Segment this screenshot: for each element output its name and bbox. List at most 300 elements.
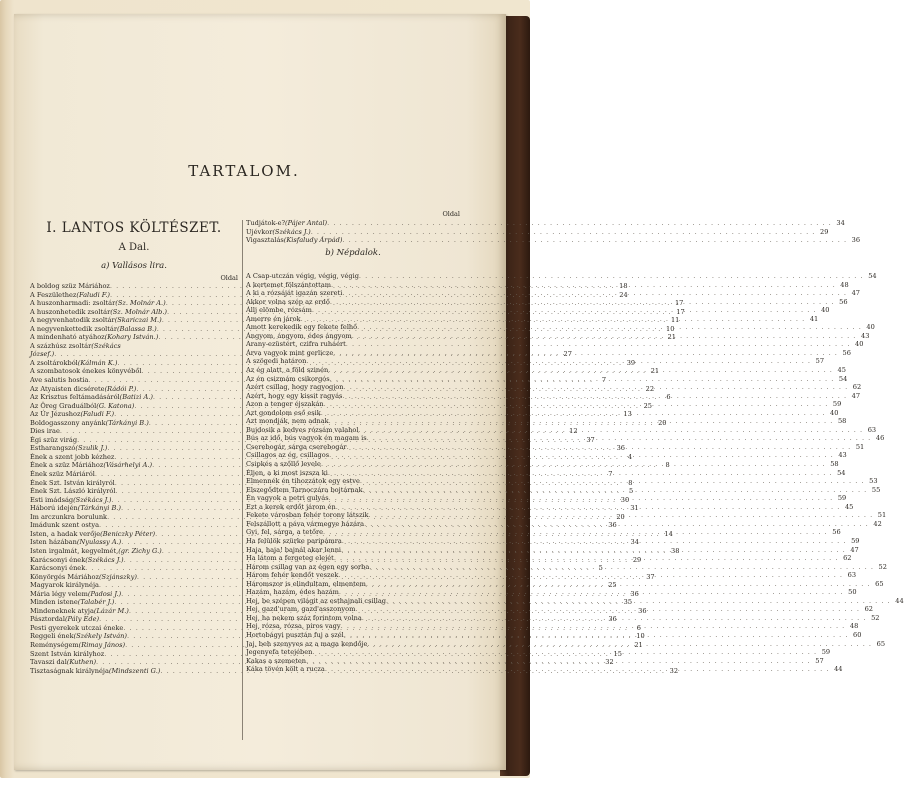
section-main-heading: I. LANTOS KÖLTÉSZET.: [46, 220, 222, 236]
toc-entry: [246, 562, 887, 572]
toc-entry: [246, 460, 839, 469]
toc-entry-page: 30: [620, 495, 630, 504]
toc-leader-dots: [324, 400, 829, 409]
toc-entry-title: A szombatosok énekes könyvéből: [30, 367, 142, 376]
toc-entry-title: Hortobágyi pusztán fuj a szél: [246, 630, 344, 639]
toc-entry-title: Kakas a szemeten: [246, 656, 307, 665]
toc-entry-title: A negyvenkettedik zsoltár: [30, 324, 118, 333]
toc-entry-title: Isten irgalmát, kegyelmét,: [30, 546, 119, 555]
toc-entry-title: Hej, gazd'uram, gazd'asszonyom: [246, 605, 356, 614]
toc-entry-page: 5: [628, 487, 634, 496]
toc-entry-title: A boldog szüz Máriához: [30, 282, 110, 290]
toc-entry-title: Tudjátok-e?: [246, 219, 286, 227]
toc-entry-title: Estharangszó: [30, 444, 76, 453]
toc-entry-title: Ének szüz Máriáról: [30, 470, 95, 479]
toc-entry-title: Három csillag van az égen egy sorba: [246, 562, 370, 571]
left-column-header: [30, 210, 238, 283]
toc-entry-page: 11: [670, 316, 680, 325]
toc-entry-title: Azon a tenger éjszakán: [246, 400, 324, 409]
toc-entry-title: Ave salutis hostia: [30, 376, 89, 385]
toc-entry-title: Háború idején: [30, 504, 78, 513]
toc-entry: [246, 468, 846, 478]
toc-entry-title: Amott kerekedik egy fekete felhő: [246, 323, 358, 332]
toc-leader-dots: [301, 315, 806, 324]
toc-leader-dots: [369, 511, 874, 520]
toc-entry-title: Karácsonyi ének: [30, 555, 86, 564]
toc-entry-title: Akkor volna szép az erdő: [246, 297, 330, 306]
toc-entry-title: Magyarok királynéja: [30, 581, 99, 590]
toc-entry-page: 17: [676, 307, 685, 316]
toc-entry-title: Hazám, hazám, édes hazám: [246, 588, 339, 597]
toc-entry-title: Jaj, beh szenyves az a maga kendője: [246, 639, 368, 648]
toc-entry-title: Cserebogár, sárga cserebogár: [246, 442, 347, 451]
toc-entry-title: Isten házában: [30, 538, 77, 547]
toc-entry-author: (Kálmán K.): [77, 358, 118, 367]
toc-entry-page: 58: [837, 417, 847, 426]
right-top-entry-list: [246, 219, 861, 245]
toc-entry-page: 65: [875, 579, 884, 588]
toc-entry-page: 21: [634, 640, 643, 649]
toc-entry-title: Ének Szt. István királyról: [30, 478, 115, 487]
toc-entry-author: (Faludi F.): [80, 410, 115, 419]
toc-leader-dots: [306, 657, 811, 666]
toc-entry-page: 21: [667, 333, 676, 342]
toc-entry-title: Gyi, fel, sárga, a tetőre: [246, 528, 324, 537]
toc-entry: [246, 272, 877, 281]
toc-leader-dots: [339, 588, 844, 597]
toc-entry-title: Im arczunkra borulunk: [30, 512, 108, 521]
toc-entry-page: 63: [847, 571, 857, 580]
toc-entry-page: 65: [876, 639, 886, 648]
toc-entry-page: 48: [840, 280, 849, 289]
toc-entry-page: 36: [630, 589, 639, 598]
toc-entry-page: 15: [613, 649, 622, 658]
left-page-label: Oldal: [220, 274, 238, 282]
toc-entry-page: 59: [832, 400, 842, 409]
toc-entry: [246, 227, 829, 237]
toc-entry-author: (Beniczky Péter): [100, 529, 156, 538]
toc-leader-dots: [333, 349, 838, 358]
toc-entry-title: Azt mondják, nem adnak: [246, 417, 329, 426]
toc-entry-page: 62: [864, 605, 873, 614]
toc-leader-dots: [330, 298, 835, 307]
toc-entry-title: Pesti gyerekek utczai éneke: [30, 623, 124, 632]
toc-entry-page: 20: [616, 512, 625, 521]
toc-entry-author: (Faludi F.): [76, 290, 111, 299]
toc-entry-title: A szögedi határon: [246, 357, 307, 366]
toc-entry-page: 57: [815, 357, 825, 366]
toc-entry-page: 54: [868, 272, 877, 280]
toc-leader-dots: [312, 306, 817, 315]
toc-entry-title: Elszegődtem Tarnoczára bojtárnak: [246, 485, 363, 494]
toc-entry-title: Bús az idő, bús vagyok én magam is: [246, 434, 367, 443]
toc-entry-page: 45: [837, 366, 846, 375]
toc-entry-author: (Nyulassy A.): [76, 538, 122, 547]
toc-leader-dots: [367, 640, 872, 649]
left-subsection-heading: a) Vallásos lira.: [101, 261, 167, 271]
toc-entry-author: (Padosi J.): [87, 589, 122, 598]
toc-entry-author: (Székács J.): [272, 227, 311, 236]
toc-entry-page: 39: [626, 358, 636, 367]
toc-entry-title: Az Öreg Graduálból: [30, 401, 97, 410]
toc-entry-title: Ezt a kerek erdőt járom én: [246, 502, 336, 511]
toc-entry-author: (Vásárhelyi A.): [103, 461, 153, 470]
toc-entry-page: 18: [619, 282, 628, 290]
section-sub-heading: A Dal.: [118, 242, 150, 253]
toc-leader-dots: [358, 426, 863, 435]
toc-entry-page: 34: [630, 538, 639, 547]
toc-entry-page: 40: [830, 408, 839, 417]
toc-entry-page: 10: [636, 632, 645, 641]
toc-entry-page: 43: [838, 451, 847, 460]
right-subsection-heading: b) Népdalok.: [325, 247, 381, 258]
toc-entry-page: 4: [627, 452, 633, 461]
toc-entry: [246, 451, 847, 460]
toc-leader-dots: [342, 537, 847, 546]
toc-leader-dots: [331, 281, 836, 290]
toc-entry-page: 31: [630, 504, 639, 513]
toc-entry-page: 8: [628, 478, 633, 487]
toc-entry-title: Ha felülök szürke paripámra: [246, 536, 342, 545]
toc-entry-title: Mindeneknek atyja: [30, 606, 94, 615]
toc-entry-title: A Csap-utczán végig, végig, végig: [246, 272, 359, 280]
toc-entry-title: Mária légy velem: [30, 589, 88, 598]
toc-entry-title: A kertemet fölszántottam: [246, 280, 332, 289]
toc-entry-title: Isten, a hadak verője: [30, 529, 101, 538]
toc-entry-page: 25: [643, 401, 652, 410]
toc-entry-title: A ki a rózsáját igazán szereti: [246, 289, 343, 298]
toc-entry-page: 5: [598, 564, 603, 573]
toc-entry-page: 20: [658, 418, 667, 427]
toc-entry-page: 29: [632, 555, 642, 564]
toc-entry-page: 22: [645, 384, 655, 393]
toc-entry-title: Én vagyok a petri gulyás: [246, 494, 329, 503]
toc-entry-title: Reggeli ének: [30, 632, 74, 641]
toc-entry-author: (Tárkányi B.): [105, 418, 149, 427]
toc-leader-dots: [367, 434, 872, 443]
toc-entry-page: 51: [855, 442, 865, 451]
toc-entry-page: 51: [877, 511, 887, 520]
toc-entry-title: Éljen, a ki most iszsza ki: [246, 468, 328, 477]
toc-entry-page: 45: [844, 502, 854, 511]
toc-entry-author: (Székács: [91, 341, 121, 350]
toc-entry-page: 53: [869, 477, 878, 486]
toc-entry-page: 17: [674, 299, 684, 308]
toc-entry-author: (Lázár M.): [93, 606, 129, 615]
toc-entry-title: A zsoltárokból: [30, 358, 78, 367]
toc-entry-title: Égi szüz virág: [30, 435, 78, 444]
toc-entry-author: (Kuthen): [66, 658, 97, 667]
toc-leader-dots: [338, 571, 843, 580]
toc-leader-dots: [363, 486, 868, 495]
toc-entry-title: Elmennék én tihozzátok egy estve: [246, 477, 360, 486]
toc-entry-page: 37: [646, 572, 655, 581]
toc-leader-dots: [369, 563, 874, 572]
toc-entry-title: Felszállott a páva vármegye házára: [246, 519, 365, 528]
toc-entry-title: Azért csillag, hogy ragyogjon: [246, 383, 344, 392]
toc-entry-title: Az Krisztus feltámadásáról: [30, 393, 120, 402]
toc-entry-page: 36: [638, 606, 647, 615]
toc-entry-title: Állj elömbe, rózsám: [246, 306, 312, 315]
toc-leader-dots: [360, 477, 865, 486]
toc-entry-title: Esti imádság: [30, 495, 74, 504]
toc-entry-title: Reménységem: [30, 640, 79, 649]
toc-entry-page: 52: [878, 562, 887, 571]
toc-leader-dots: [330, 375, 835, 384]
toc-entry-author: (Székely István): [73, 632, 127, 641]
toc-entry-page: 59: [837, 494, 847, 503]
toc-entry-title: A huszonhetedik zsoltár: [30, 307, 111, 316]
toc-entry-page: 46: [875, 434, 885, 443]
toc-leader-dots: [344, 383, 849, 392]
toc-entry-title: Azt gondolom eső esik: [246, 408, 321, 417]
toc-entry-page: 58: [830, 460, 839, 469]
toc-leader-dots: [312, 648, 817, 657]
toc-entry-title: Hej, be szépen világit az esthajnali csillag: [246, 596, 386, 605]
toc-leader-dots: [342, 236, 847, 245]
toc-entry-title: Ha látom a fergeteg elejét: [246, 554, 334, 563]
toc-entry-page: 44: [895, 596, 904, 605]
toc-entry-page: 40: [855, 340, 864, 349]
toc-entry-page: 36: [608, 521, 617, 530]
toc-entry-title: Csipkés a szőllő levele: [246, 460, 321, 469]
toc-entry-title: Könyörgés Máriához: [30, 572, 99, 581]
toc-leader-dots: [306, 357, 811, 366]
toc-leader-dots: [329, 417, 834, 426]
toc-leader-dots: [341, 622, 846, 631]
toc-entry-page: 24: [619, 290, 628, 299]
toc-entry-page: 50: [848, 588, 857, 597]
toc-entry-page: 7: [601, 376, 607, 385]
toc-entry-title: A huszonharmadi: zsoltár: [30, 299, 116, 308]
toc-entry-page: 35: [623, 598, 633, 607]
toc-entry-page: 48: [849, 622, 859, 631]
toc-entry-author: (Pály Ede): [64, 615, 100, 624]
toc-entry-title: A negyvenhatodik zsoltár: [30, 316, 115, 325]
toc-entry-page: 54: [838, 374, 848, 383]
toc-entry-author: (G. Katona): [96, 401, 135, 410]
toc-entry-page: 62: [852, 383, 862, 392]
toc-entry-page: 32: [669, 666, 679, 675]
toc-entry-page: 59: [851, 536, 860, 545]
toc-entry-title: Az Atyaisten dicsérete: [30, 384, 105, 393]
toc-entry-page: 43: [861, 331, 870, 340]
toc-entry-page: 57: [815, 656, 824, 665]
toc-entry-title: Az én csizmám csikorgós: [246, 374, 330, 383]
toc-entry-title: Csillagos az ég, csillagos: [246, 451, 330, 460]
toc-entry-title: Az Úr Jézushoz: [30, 410, 81, 419]
toc-entry-title: Három fehér kendőt veszek: [246, 571, 339, 580]
toc-leader-dots: [321, 460, 826, 469]
toc-entry-title: Tisztaságnak királynéja: [30, 666, 109, 675]
right-page-label: Oldal: [442, 210, 460, 218]
toc-leader-dots: [359, 272, 864, 281]
toc-entry-page: 52: [871, 613, 880, 622]
toc-entry-title: Dies irae: [30, 427, 60, 436]
book-page: [14, 14, 904, 770]
toc-entry-title: Háromszor is elindultam, elmentem: [246, 579, 366, 588]
toc-entry-page: 63: [867, 425, 877, 434]
toc-leader-dots: [344, 631, 849, 640]
toc-entry: [246, 236, 861, 245]
toc-entry-page: 25: [608, 581, 617, 590]
toc-entry-author: (Székács J.): [73, 495, 112, 504]
toc-entry-title: Ének Szt. László királyról: [30, 487, 116, 496]
toc-entry-page: 55: [871, 485, 881, 494]
toc-leader-dots: [341, 546, 846, 555]
toc-entry-page: 41: [809, 314, 819, 323]
toc-entry-page: 56: [842, 348, 851, 357]
toc-entry-page: 13: [623, 410, 632, 419]
toc-entry: [30, 342, 238, 351]
toc-entry-page: 59: [821, 648, 831, 657]
toc-entry-title: Az ég alatt, a föld szinén: [246, 366, 329, 375]
toc-leader-dots: [325, 665, 830, 674]
toc-entry-author: (Rádói P.): [104, 384, 137, 393]
toc-entry-page: 60: [853, 630, 862, 639]
toc-entry-page: 6: [636, 623, 641, 632]
toc-leader-dots: [328, 469, 833, 478]
toc-entry-title: Vigasztalás: [246, 236, 284, 245]
toc-entry-page: 56: [839, 297, 848, 306]
toc-entry-page: 54: [837, 468, 846, 477]
toc-entry-title: Tavaszi dal: [30, 658, 67, 667]
toc-entry-page: 47: [850, 545, 859, 554]
toc-entry-title: Szent István királyhoz: [30, 649, 105, 658]
toc-leader-dots: [342, 289, 847, 298]
toc-leader-dots: [366, 580, 871, 589]
toc-entry-page: 47: [851, 391, 861, 400]
toc-entry-page: 8: [665, 461, 670, 470]
toc-entry-page: 34: [836, 219, 845, 227]
toc-entry-author: (Szulik J.): [75, 444, 108, 453]
toc-entry-page: 40: [866, 323, 875, 332]
page-title: TARTALOM.: [188, 162, 300, 180]
toc-entry-page: 42: [873, 519, 882, 528]
toc-entry-page: 36: [608, 615, 617, 624]
toc-leader-dots: [311, 228, 816, 237]
toc-entry-title: Boldogasszony anyánk: [30, 418, 106, 427]
toc-entry-title: Minden istene: [30, 598, 78, 607]
toc-entry-author: (Kohary István.): [104, 333, 159, 342]
right-column-top: [246, 210, 861, 261]
toc-entry-author: (Rimay János): [78, 640, 126, 649]
toc-leader-dots: [386, 597, 891, 606]
toc-entry-author: (Sz. Molnár Alb.): [110, 307, 167, 316]
toc-entry-author: (Mindszenti G.): [108, 666, 161, 675]
toc-entry: [246, 391, 861, 401]
toc-entry-title: Ének a szent jobb kézhez: [30, 452, 115, 461]
toc-entry-title: Haja, haja! bajnál akar lenni: [246, 545, 342, 554]
toc-entry-page: 62: [843, 554, 852, 563]
toc-entry-title: Jegenyefa tetejében: [246, 648, 313, 657]
toc-entry-title: Ujévkor: [246, 227, 273, 236]
toc-leader-dots: [362, 614, 867, 623]
toc-entry-title: A százhúsz zsoltár: [30, 341, 92, 350]
toc-entry-title: Hej, ha nekem száz forintom volna: [246, 613, 362, 622]
toc-entry-title: Ének a szüz Máriához: [30, 461, 104, 470]
toc-entry-title: Imádunk szent ostya: [30, 521, 100, 530]
toc-entry-page: 14: [664, 529, 673, 538]
toc-entry-title: A Feszülethez: [30, 290, 77, 299]
toc-entry-page: 44: [834, 665, 843, 674]
toc-entry-author: (Balassa B.): [117, 324, 157, 333]
toc-entry-page: 27: [563, 350, 572, 359]
toc-leader-dots: [336, 503, 841, 512]
toc-entry-author: (Sz. Molnár A.): [115, 299, 166, 308]
toc-leader-dots: [364, 520, 869, 529]
toc-entry-title: Káka tövén költ a rucza: [246, 665, 325, 674]
toc-entry-author: (Kisfaludy Árpád): [283, 236, 343, 245]
toc-entry-page: 56: [832, 528, 841, 537]
toc-leader-dots: [357, 323, 862, 332]
toc-entry-page: 7: [608, 470, 613, 479]
toc-entry-author: (Skariczai M.): [114, 316, 162, 325]
toc-entry: [246, 485, 881, 495]
toc-entry-page: 36: [616, 444, 625, 453]
toc-entry: [246, 622, 859, 631]
toc-leader-dots: [323, 528, 828, 537]
toc-entry-page: 38: [671, 546, 680, 555]
toc-leader-dots: [346, 340, 851, 349]
toc-entry-title: Fekete városban fehér torony látszik: [246, 511, 369, 520]
toc-entry-page: 47: [851, 289, 860, 298]
toc-entry-title: Arany-ezüstért, czifra ruháért: [246, 340, 346, 349]
toc-entry-title: Azért, hogy egy kissit ragyás: [246, 391, 343, 400]
toc-entry-author: József.): [30, 350, 55, 359]
toc-entry-page: 10: [666, 324, 675, 333]
toc-leader-dots: [355, 605, 860, 614]
toc-leader-dots: [327, 219, 832, 228]
toc-entry-title: Bujdosik a kedves rózsám valahol: [246, 425, 359, 434]
toc-entry-author: (Talabér J.): [77, 598, 115, 607]
toc-entry-author: (Pájer Antal): [285, 219, 328, 227]
toc-entry-author: (gr. Zichy G.): [118, 546, 162, 555]
toc-leader-dots: [329, 451, 834, 460]
toc-leader-dots: [334, 554, 839, 563]
toc-entry-title: Amerre én járok: [246, 314, 301, 323]
toc-entry-page: 21: [650, 367, 660, 376]
toc-entry-title: A mindenható atyához: [30, 333, 105, 342]
toc-entry-page: 12: [569, 427, 578, 436]
toc-entry-title: Pásztordal: [30, 615, 65, 624]
toc-leader-dots: [347, 443, 852, 452]
toc-entry-page: 32: [605, 658, 614, 667]
toc-leader-dots: [321, 409, 826, 418]
toc-leader-dots: [328, 366, 833, 375]
toc-leader-dots: [342, 392, 847, 401]
toc-leader-dots: [352, 332, 857, 341]
toc-entry-author: (Székács J.): [85, 555, 124, 564]
toc-entry-title: Hej, rózsa, rózsa, piros vagy: [246, 622, 341, 631]
toc-entry-page: 37: [586, 435, 595, 444]
toc-entry: [246, 374, 848, 384]
toc-entry-title: Ángyom, ángyom, édes ángyom: [246, 331, 352, 340]
toc-entry-author: (Batizi A.): [119, 393, 153, 402]
toc-entry-title: Karácsonyi ének: [30, 564, 86, 573]
toc-entry: [246, 219, 845, 228]
toc-leader-dots: [329, 494, 834, 503]
toc-entry-page: 6: [666, 393, 671, 402]
toc-entry-page: 29: [820, 227, 829, 236]
toc-entry-page: 40: [821, 306, 830, 315]
toc-entry-page: 36: [851, 236, 861, 245]
toc-entry-author: (Szjánszky): [98, 572, 137, 581]
toc-entry-title: Árva vagyok mint gerlicze: [246, 348, 334, 357]
toc-entry: [246, 477, 878, 486]
toc-entry-author: (Tárkányi B.): [77, 504, 121, 513]
toc-entry: [246, 340, 864, 349]
